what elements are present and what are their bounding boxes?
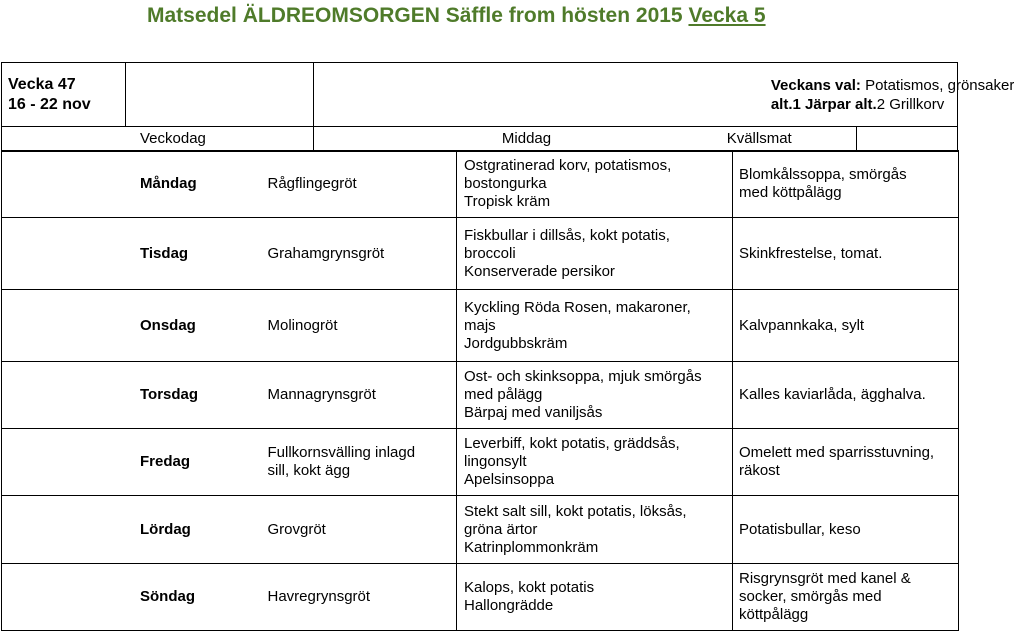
- lunch-line: Konserverade persikor: [464, 262, 615, 280]
- dinner-line: Skinkfrestelse, tomat.: [739, 244, 883, 262]
- week-header-row: [2, 63, 958, 127]
- day-name: Söndag: [2, 564, 262, 631]
- lunch-cell: [457, 218, 733, 290]
- dinner-cell: [733, 151, 959, 218]
- empty-cell: [856, 63, 957, 127]
- lunch-line: lingonsylt: [464, 453, 527, 470]
- porridge-line: sill, kokt ägg: [267, 462, 351, 479]
- date-range: 16 - 22 nov: [8, 95, 91, 113]
- day-row: [2, 429, 959, 496]
- lunch-cell: [457, 564, 733, 631]
- day-row: [2, 362, 959, 429]
- empty-cell: [313, 63, 586, 127]
- lunch-cell: [457, 151, 733, 218]
- choice-label: Veckans val:: [770, 76, 861, 94]
- days-table: [1, 150, 959, 631]
- lunch-line: bostongurka: [464, 175, 547, 192]
- lunch-line: Leverbiff, kokt potatis, gräddsås,: [464, 435, 680, 452]
- dinner-line: med köttpålägg: [739, 184, 842, 201]
- dinner-line: Kalvpannkaka, sylt: [739, 316, 865, 334]
- day-row: [2, 564, 959, 631]
- lunch-line: gröna ärtor: [464, 520, 538, 538]
- weekly-choice-cell: [587, 63, 1014, 127]
- menu-table: [1, 62, 1014, 152]
- day-name: Måndag: [2, 151, 262, 218]
- dinner-line: Blomkålssoppa, smörgås: [739, 166, 907, 183]
- porridge-cell: Grahamgrynsgröt: [262, 218, 457, 290]
- dinner-line: Risgrynsgröt med kanel &: [739, 570, 911, 587]
- week-label: Vecka 47: [8, 75, 76, 93]
- lunch-line: Apelsinsoppa: [464, 471, 555, 488]
- title-week: Vecka 5: [688, 4, 766, 27]
- page-title: [147, 4, 766, 28]
- dinner-line: räkost: [739, 462, 780, 479]
- lunch-line: majs: [464, 316, 496, 334]
- column-dinner: Kvällsmat: [726, 130, 792, 147]
- empty-cell: [125, 63, 313, 127]
- dinner-cell: [733, 218, 959, 290]
- choice-value: Potatismos, grönsaker: [865, 76, 1014, 94]
- day-name: Fredag: [2, 429, 262, 496]
- column-day: Veckodag: [2, 127, 314, 152]
- dinner-line: Potatisbullar, keso: [739, 520, 861, 538]
- column-dinner-cell: [726, 127, 957, 152]
- porridge-cell: Havregrynsgröt: [262, 564, 457, 631]
- dinner-cell: [733, 429, 959, 496]
- lunch-line: Hallongrädde: [464, 597, 554, 614]
- lunch-line: Tropisk kräm: [464, 193, 551, 210]
- dinner-cell: [733, 362, 959, 429]
- day-name: Lördag: [2, 496, 262, 564]
- day-row: [2, 290, 959, 362]
- porridge-cell: Molinogröt: [262, 290, 457, 362]
- dinner-cell: [733, 564, 959, 631]
- dinner-line: Omelett med sparrisstuvning,: [739, 444, 935, 461]
- alt2-prefix: alt.: [855, 95, 877, 113]
- lunch-line: broccoli: [464, 244, 516, 262]
- lunch-line: Kyckling Röda Rosen, makaroner,: [464, 298, 691, 316]
- porridge-cell: [262, 429, 457, 496]
- day-name: Onsdag: [2, 290, 262, 362]
- lunch-line: Jordgubbskräm: [464, 334, 568, 352]
- lunch-line: Kalops, kokt potatis: [464, 579, 595, 596]
- lunch-cell: [457, 362, 733, 429]
- porridge-line: Fullkornsvälling inlagd: [267, 444, 416, 461]
- dinner-cell: [733, 496, 959, 564]
- lunch-cell: [457, 429, 733, 496]
- dinner-line: socker, smörgås med: [739, 588, 882, 605]
- dinner-cell: [733, 290, 959, 362]
- day-name: Torsdag: [2, 362, 262, 429]
- column-header-row: [2, 127, 958, 152]
- column-lunch: Middag: [313, 127, 856, 152]
- lunch-line: Bärpaj med vaniljsås: [464, 404, 603, 421]
- day-row: [2, 218, 959, 290]
- lunch-line: Stekt salt sill, kokt potatis, löksås,: [464, 502, 687, 520]
- lunch-line: Ost- och skinksoppa, mjuk smörgås: [464, 368, 702, 385]
- porridge-cell: Grovgröt: [262, 496, 457, 564]
- title-main: Matsedel ÄLDREOMSORGEN Säffle from hösten 2015: [147, 4, 683, 27]
- porridge-cell: Rågflingegröt: [262, 151, 457, 218]
- alt1-text: alt.1 Järpar: [770, 95, 851, 113]
- day-row: [2, 151, 959, 218]
- lunch-line: Katrinplommonkräm: [464, 538, 599, 556]
- lunch-line: med pålägg: [464, 386, 543, 403]
- day-row: [2, 496, 959, 564]
- week-cell: [2, 63, 126, 127]
- lunch-cell: [457, 290, 733, 362]
- lunch-cell: [457, 496, 733, 564]
- dinner-line: Kalles kaviarlåda, ägghalva.: [739, 386, 926, 403]
- lunch-line: Ostgratinerad korv, potatismos,: [464, 157, 672, 174]
- day-name: Tisdag: [2, 218, 262, 290]
- porridge-cell: Mannagrynsgröt: [262, 362, 457, 429]
- dinner-line: köttpålägg: [739, 606, 809, 623]
- lunch-line: Fiskbullar i dillsås, kokt potatis,: [464, 226, 670, 244]
- alt2-text: 2 Grillkorv: [876, 95, 945, 113]
